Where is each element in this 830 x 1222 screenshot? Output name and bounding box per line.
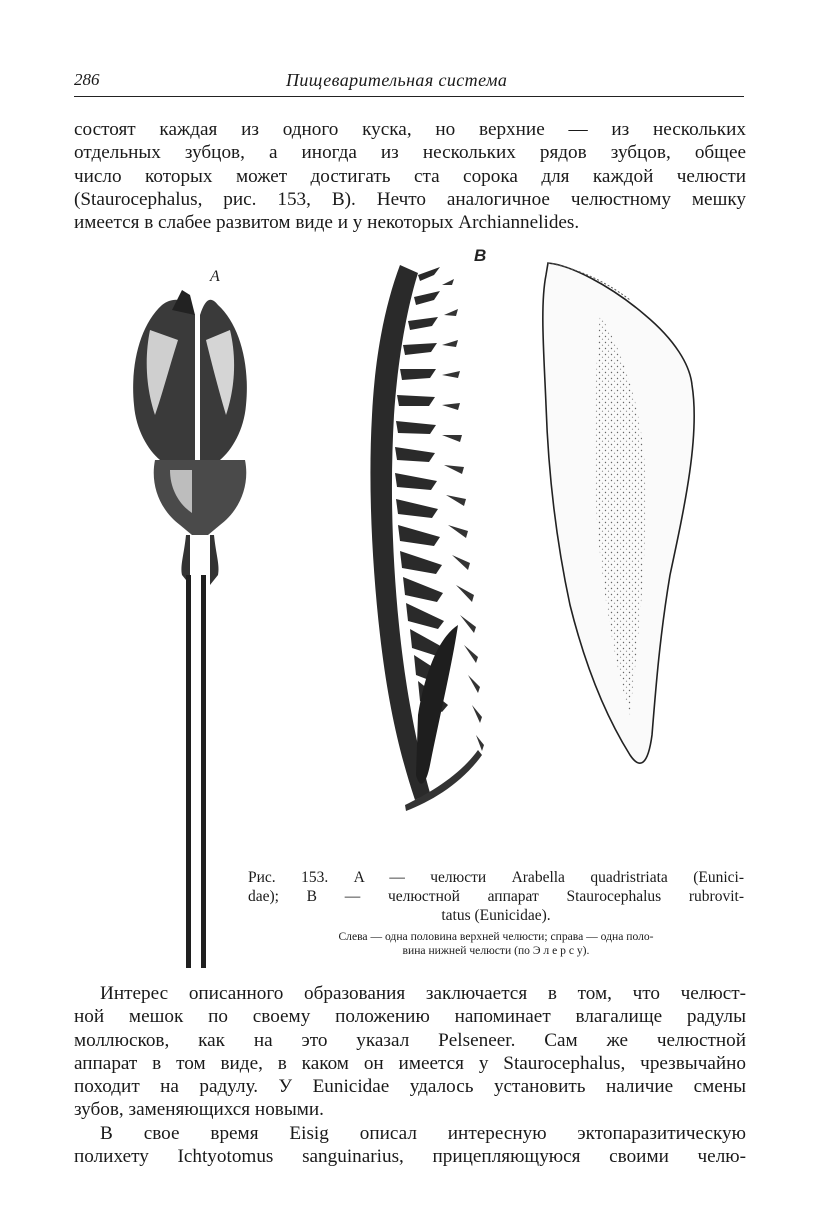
- caption-note-line: вина нижней челюсти (по Э л е р с у).: [402, 944, 590, 957]
- page-number: 286: [74, 70, 100, 89]
- caption-line: tatus (Eunicidae).: [441, 907, 551, 924]
- paragraph-body: [74, 982, 746, 1168]
- header-rule: [74, 96, 744, 97]
- text-line: полихету Ichtyotomus sanguinarius, прицепляющуюся своими челю-: [74, 1146, 746, 1168]
- text-line: (Staurocephalus, рис. 153, B). Нечто аналогичное челюстному мешку: [74, 188, 746, 210]
- jaw-illustration: [100, 245, 740, 975]
- jaw-a-drawing: [133, 268, 247, 968]
- figure-label-a: A: [210, 268, 220, 285]
- text-line: В свое время Eisig описал интересную эктопаразитическую: [100, 1122, 746, 1144]
- text-line: отдельных зубцов, а иногда из нескольких рядов зубцов, общее: [74, 142, 746, 164]
- jaw-b-upper-drawing: [370, 265, 484, 811]
- caption-note-line: Слева — одна половина верхней челюсти; справа — одна поло-: [338, 930, 654, 943]
- figure-label-b: B: [474, 246, 487, 265]
- caption-line: Рис. 153. A — челюсти Arabella quadristriata (Eunici-: [248, 869, 744, 886]
- text-line: Интерес описанного образования заключается в том, что челюст-: [100, 983, 746, 1004]
- text-line: аппарат в том виде, в каком он имеется у Staurocephalus, чрезвычайно: [74, 1052, 746, 1074]
- running-head: Пищеварительная система: [286, 70, 508, 90]
- text-line: ной мешок по своему положению напоминает влагалище радулы: [74, 1006, 746, 1028]
- caption-note: [248, 930, 744, 958]
- text-line: состоят каждая из одного куска, но верхние — из нескольких: [74, 119, 746, 140]
- figure-caption: [248, 868, 744, 925]
- page-header: [74, 70, 744, 94]
- text-line: походит на радулу. У Eunicidae удалось установить наличие смены: [74, 1076, 746, 1098]
- text-line: число которых может достигать ста сорока для каждой челюсти: [74, 165, 746, 187]
- text-line: моллюсков, как на это указал Pelseneer. Сам же челюстной: [74, 1029, 746, 1051]
- jaw-b-lower-drawing: [543, 263, 694, 763]
- caption-line: dae); B — челюстной аппарат Staurocephalus rubrovit-: [248, 888, 744, 905]
- text-line: имеется в слабее развитом виде и у некоторых Archiannelides.: [74, 212, 580, 234]
- text-line: зубов, заменяющихся новыми.: [74, 1099, 324, 1121]
- figure-153: [100, 245, 740, 975]
- paragraph-top: [74, 118, 746, 234]
